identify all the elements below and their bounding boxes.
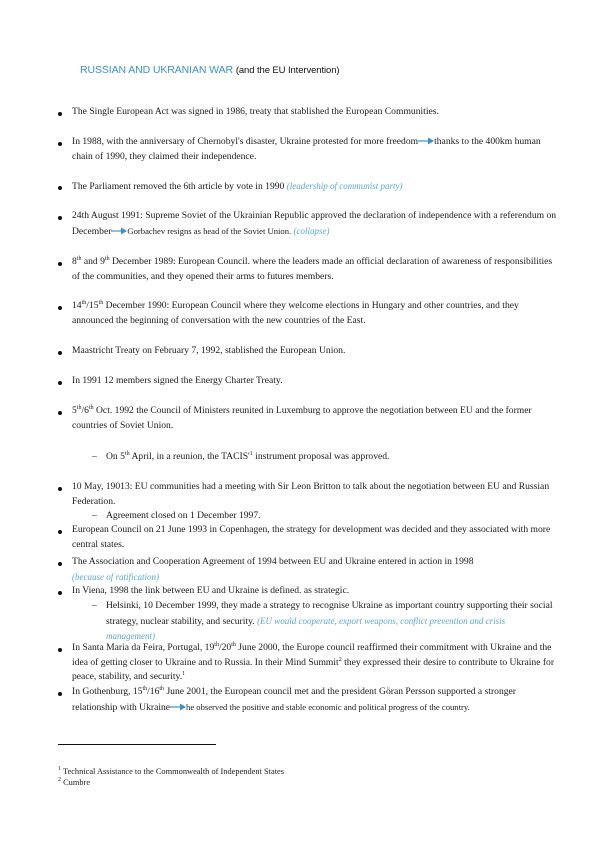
bullet-icon: [58, 381, 62, 385]
footnote-divider: [58, 744, 216, 745]
footnote-1: $^1$ Technical Assistance to the Commonwealth of Independent States: [58, 766, 285, 776]
bullet-icon: [58, 562, 62, 566]
bullet-icon: [58, 351, 62, 355]
list-item: In Gothenburg, 15th/16th June 2001, the European council met and the president Göran Persson supported a stronger relationship with Ukraine he observed the positive and stable economic and political progress of the country.: [72, 685, 516, 713]
title-main: RUSSIAN AND UKRANIAN WAR: [80, 64, 233, 76]
list-item: 5th/6th Oct. 1992 the Council of Ministers reunited in Luxemburg to approve the negotiation between EU and the former countries of Soviet Union.: [72, 404, 532, 431]
arrow-right-icon: [418, 137, 434, 145]
bullet-icon: [58, 487, 62, 491]
bullet-icon: [58, 262, 62, 266]
sub-list-item: Agreement closed on 1 December 1997.: [106, 510, 261, 521]
dash-icon: –: [92, 510, 97, 521]
bullet-icon: [58, 648, 62, 652]
bullet-icon: [58, 692, 62, 696]
list-item: 14th/15th December 1990: European Council where they welcome elections in Hungary and other countries, and they announced the beginning of conversation with the new countries of the East.: [72, 299, 519, 326]
page-title: [80, 64, 339, 76]
list-item: Maastricht Treaty on February 7, 1992, stablished the European Union.: [72, 345, 346, 356]
list-item: 24th August 1991: Supreme Soviet of the Ukrainian Republic approved the declaration of independence with a referendum on December Gorbachev resigns as head of the Soviet Union. (collapse): [72, 210, 557, 237]
list-item: 10 May, 19013: EU communities had a meeting with Sir Leon Britton to talk about the negotiation between EU and Russian Federation.: [72, 481, 550, 507]
list-item: European Council on 21 June 1993 in Copenhagen, the strategy for development was decided and they associated with more central states.: [72, 524, 551, 550]
dash-icon: –: [92, 600, 97, 611]
footnote-2: $^2$ Cumbre: [58, 777, 91, 787]
list-item: The Association and Cooperation Agreement of 1994 between EU and Ukraine entered in action in 1998 (because of ratification): [72, 556, 474, 582]
title-sub: (and the EU Intervention): [235, 65, 340, 76]
arrow-right-icon: [170, 703, 186, 711]
sub-list-item: Helsinki, 10 December 1999, they made a strategy to recognise Ukraine as important country supporting their social strategy, nuclear stability, and security. (EU would cooperate, export weapons, conflict prevention and crisis management): [106, 600, 553, 641]
sub-list-item: On 5th April, in a reunion, the $TACIS'^1$ instrument proposal was approved.: [106, 450, 390, 462]
bullet-icon: [58, 411, 62, 415]
bullet-icon: [58, 530, 62, 534]
list-item: The Parliament removed the 6th article by vote in 1990 (leadership of communist party): [72, 181, 403, 192]
bullet-icon: [58, 142, 62, 146]
list-item: In 1988, with the anniversary of Chernobyl's disaster, Ukraine protested for more freedom thanks to the 400km human chain of 1990, they claimed their independence.: [72, 136, 541, 162]
bullet-icon: [58, 112, 62, 116]
list-item: 8th and 9th December 1989: European Council. where the leaders made an official declaration of awareness of responsibilities of the communities, and they opened their arms to futures members.: [72, 255, 553, 282]
list-item: In Santa Maria da Feira, Portugal, 19th/20th June 2000, the Europe council reaffirmed their commitment with Ukraine and the idea of getting closer to Ukraine and to Russia. In their Mind Summit$^2$ they expressed their desire to contribute to Ukraine for peace, stability, and security.$^1$: [72, 641, 555, 682]
bullet-icon: [58, 591, 62, 595]
dash-icon: –: [92, 451, 97, 462]
arrow-right-icon: [111, 227, 127, 235]
list-item: In Viena, 1998 the link between EU and Ukraine is defined. as strategic.: [72, 585, 350, 596]
bullet-icon: [58, 216, 62, 220]
bullet-icon: [58, 306, 62, 310]
list-item: The Single European Act was signed in 1986, treaty that stablished the European Communities.: [72, 106, 439, 117]
bullet-icon: [58, 186, 62, 190]
list-item: In 1991 12 members signed the Energy Charter Treaty.: [72, 375, 283, 386]
